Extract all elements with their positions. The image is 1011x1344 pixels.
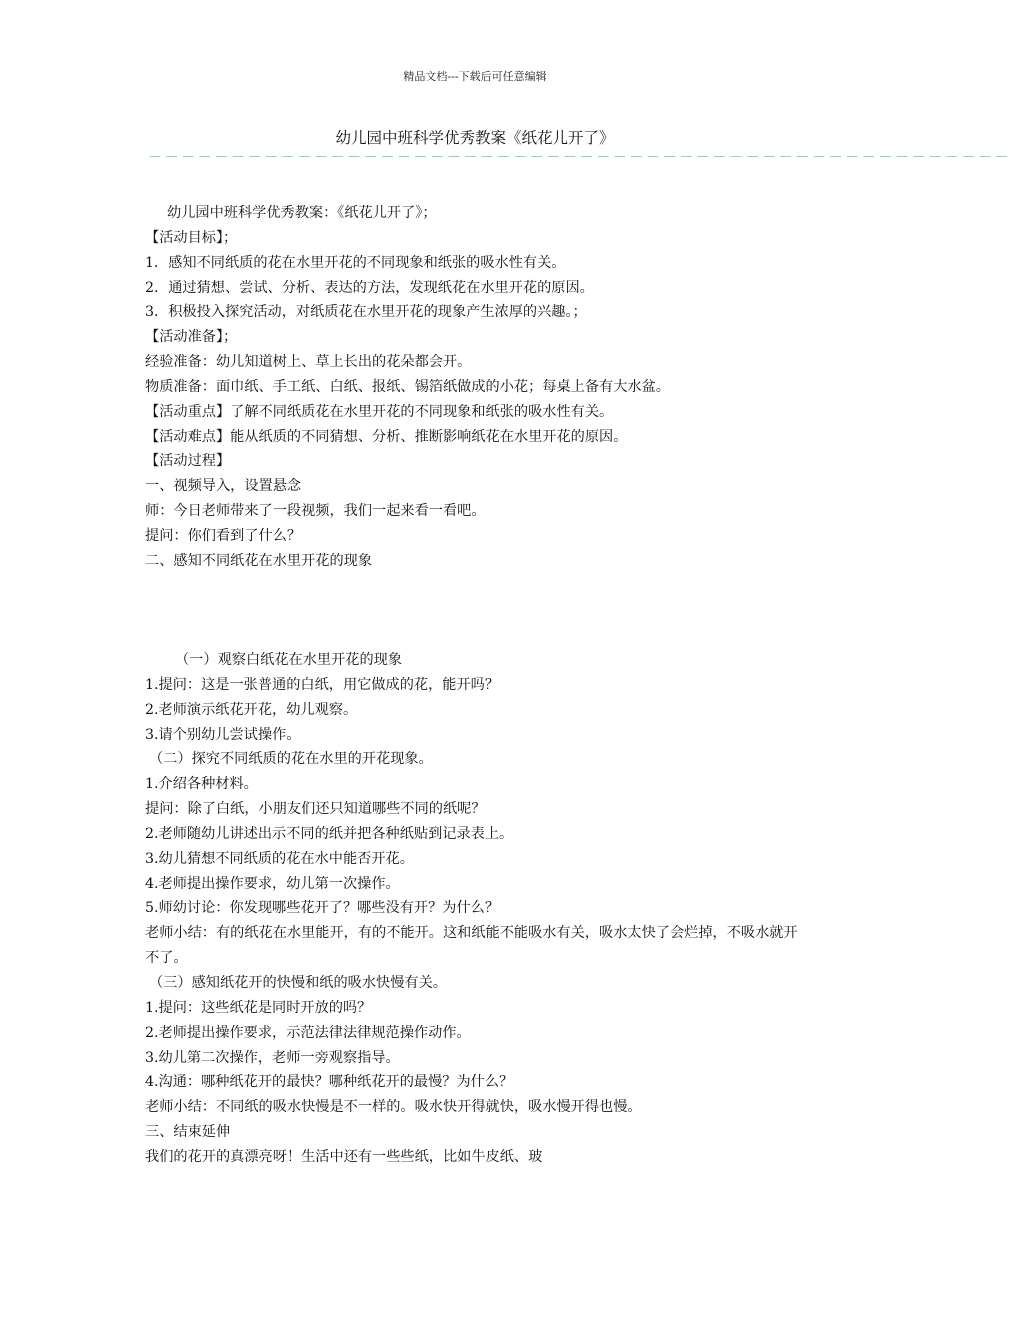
intro-line: 幼儿园中班科学优秀教案：《纸花儿开了》； [167, 205, 437, 221]
objective-item: 1．感知不同纸质的花在水里开花的不同现象和纸张的吸水性有关。 [145, 254, 566, 271]
process-line: 提问：你们看到了什么？ [145, 527, 302, 544]
activity-line: 2.老师演示纸花开花，幼儿观察。 [145, 701, 358, 718]
sub-heading: （三）感知纸花开的快慢和纸的吸水快慢有关。 [149, 974, 447, 991]
activity-line: 提问：除了白纸，小朋友们还只知道哪些不同的纸呢？ [145, 801, 486, 818]
activity-line: 3.幼儿猜想不同纸质的花在水中能否开花。 [145, 850, 414, 867]
activity-line: 4.沟通：哪种纸花开的最快？哪种纸花开的最慢？为什么？ [145, 1074, 514, 1091]
key-point: 【活动重点】了解不同纸质花在水里开花的不同现象和纸张的吸水性有关。 [145, 403, 614, 420]
process-step: 二、感知不同纸花在水里开花的现象 [145, 552, 373, 569]
activity-line: 2.老师提出操作要求，示范法律法律规范操作动作。 [145, 1024, 471, 1041]
header-note: 精品文档---下载后可任意编辑 [403, 70, 547, 83]
sub-heading: （一）观察白纸花在水里开花的现象 [175, 652, 403, 668]
document-title: 幼儿园中班科学优秀教案《纸花儿开了》 [335, 129, 615, 147]
heading-objectives: 【活动目标】； [145, 229, 238, 246]
objective-item: 3．积极投入探究活动，对纸质花在水里开花的现象产生浓厚的兴趣。； [145, 304, 587, 321]
section-objectives-and-process [145, 201, 810, 574]
teacher-summary: 老师小结：不同纸的吸水快慢是不一样的。吸水快开得就快，吸水慢开得也慢。 [145, 1099, 642, 1116]
objective-item: 2．通过猜想、尝试、分析、表达的方法，发现纸花在水里开花的原因。 [145, 279, 594, 296]
process-step: 三、结束延伸 [145, 1124, 231, 1141]
activity-line: 3.请个别幼儿尝试操作。 [145, 726, 301, 743]
difficult-point: 【活动难点】能从纸质的不同猜想、分析、推断影响纸花在水里开花的原因。 [145, 428, 628, 445]
dashed-divider: －－－－－－－－－－－－－－－－－－－－－－－－－－－－－－－－－－－－－－－－－－－－－－－－－－－－ [148, 150, 1011, 166]
preparation-item: 物质准备：面巾纸、手工纸、白纸、报纸、锡箔纸做成的小花；每桌上备有大水盆。 [145, 378, 670, 395]
section-activities [145, 648, 810, 1170]
activity-line: 4.老师提出操作要求，幼儿第一次操作。 [145, 875, 400, 892]
heading-preparation: 【活动准备】； [145, 329, 238, 346]
activity-line: 我们的花开的真漂亮呀！生活中还有一些些纸，比如牛皮纸、玻 [145, 1148, 543, 1165]
activity-line: 1.介绍各种材料。 [145, 776, 258, 793]
heading-process: 【活动过程】 [145, 453, 231, 470]
activity-line: 5.师幼讨论：你发现哪些花开了？哪些没有开？为什么？ [145, 900, 500, 917]
activity-line: 1.提问：这些纸花是同时开放的吗？ [145, 999, 372, 1016]
activity-line: 1.提问：这是一张普通的白纸，用它做成的花，能开吗？ [145, 676, 500, 693]
process-step: 一、视频导入，设置悬念 [145, 478, 302, 495]
activity-line: 2.老师随幼儿讲述出示不同的纸并把各种纸贴到记录表上。 [145, 825, 514, 842]
process-line: 师：今日老师带来了一段视频，我们一起来看一看吧。 [145, 503, 486, 520]
activity-line: 3.幼儿第二次操作，老师一旁观察指导。 [145, 1049, 400, 1066]
preparation-item: 经验准备：幼儿知道树上、草上长出的花朵都会开。 [145, 354, 472, 371]
sub-heading: （二）探究不同纸质的花在水里的开花现象。 [149, 751, 433, 768]
teacher-summary: 老师小结：有的纸花在水里能开，有的不能开。这和纸能不能吸水有关，吸水太快了会烂掉，不吸水就开不了。 [145, 925, 798, 967]
